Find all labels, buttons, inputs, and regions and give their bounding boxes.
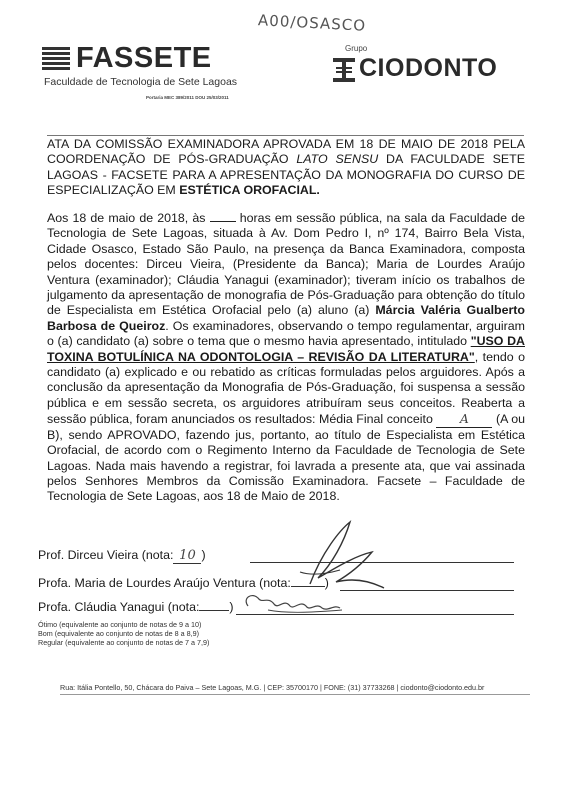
- signer-close: ): [229, 600, 234, 614]
- fassete-name: FASSETE: [76, 42, 212, 74]
- body-text-3: . Os examinadores, observando o tempo regulamentar, arguiram o (a) candidato (a) sobre o tema que o mesmo havia apresentado, intitulado: [47, 318, 525, 349]
- ciodonto-mark-icon: [333, 58, 355, 82]
- legend-regular: Regular (equivalente ao conjunto de notas de 7 a 7,9): [38, 638, 210, 647]
- header-text-1: ATA DA COMISSÃO EXAMINADORA APROVADA EM 18 DE MAIO DE 2018 PELA COORDENAÇÃO DE PÓS-GRADUAÇÃO: [47, 137, 525, 167]
- hour-blank: [210, 210, 236, 222]
- legend-bom: Bom (equivalente ao conjunto de notas de 8 a 8,9): [38, 629, 200, 638]
- ata-header: [47, 137, 525, 199]
- signer-grade: [199, 610, 229, 611]
- signer-close: ): [324, 576, 329, 590]
- grade-legend: [38, 620, 209, 647]
- handwritten-note: A00/OSASCO: [257, 11, 367, 35]
- footer-rule: [60, 694, 530, 695]
- fassete-portaria: Portaria MEC 389/2011 DOU 25/03/2011: [146, 95, 229, 100]
- ciodonto-name: CIODONTO: [359, 54, 498, 82]
- monograph-title: "USO DA TOXINA BOTULÍNICA NA ODONTOLOGIA – REVISÃO DA LITERATURA": [47, 334, 525, 364]
- fassete-subtitle: Faculdade de Tecnologia de Sete Lagoas: [44, 76, 238, 88]
- header-rule: [47, 135, 524, 136]
- body-text-2: horas em sessão pública, na sala da Faculdade de Tecnologia de Sete Lagoas, situada à Av. Dom Pedro I, nº 174, Bairro Bela Vista, Cidade Osasco, Estado São Paulo, na presença da Banca Examinadora, composta pelos docentes: Dirceu Vieira, (Presidente da Banca); Maria de Lourdes Araújo Ventura (examinador); Cláudia Yanagui (examinador); tiveram início os trabalhos de julgamento da apresentação de monografia de Pós-Graduação para obtenção do título de Especialista em Estética Orofacial pelo (a) aluno (a): [47, 211, 525, 318]
- ciodonto-logo: [333, 44, 513, 94]
- fassete-logo: [42, 44, 272, 104]
- signer-close: ): [201, 548, 206, 562]
- student-name: Márcia Valéria Gualberto Barbosa de Queiroz: [47, 303, 525, 333]
- header-text-2: DA FACULDADE SETE LAGOAS - FACSETE PARA A APRESENTAÇÃO DA MONOGRAFIA DO CURSO DE ESPECIALIZAÇÃO EM: [47, 152, 525, 198]
- lato-sensu: LATO SENSU: [296, 152, 379, 167]
- fassete-stripes-icon: [42, 47, 70, 71]
- course-name: ESTÉTICA OROFACIAL.: [179, 183, 320, 198]
- body-text-4: , tendo o candidato (a) explicado e ou rebatido as críticas formuladas pelos arguidores. Após a conclusão da apresentação da Monografia de Pós-Graduação, foi suspensa a sessão pública e em sessão secreta, os arguidores atribuíram seus conceitos. Reaberta a sessão pública, foram anunciados os resultados: Média Final conceito: [47, 349, 525, 427]
- signature-scribble-claudia: [238, 588, 348, 618]
- signature-row-claudia: [38, 600, 234, 614]
- signer-label: Profa. Cláudia Yanagui (nota:: [38, 600, 200, 614]
- signer-label: Prof. Dirceu Vieira (nota:: [38, 548, 174, 562]
- grupo-label: Grupo: [345, 44, 368, 53]
- body-text-1: Aos 18 de maio de 2018, às: [47, 211, 210, 225]
- body-text-5: (A ou B), sendo APROVADO, fazendo jus, portanto, ao título de Especialista em Estética Orofacial, de acordo com o Regimento Interno da Faculdade de Tecnologia de Sete Lagoas. Nada mais havendo a registrar, foi lavrada a presente ata, que vai assinada pelos Senhores Membros da Comissão Examinadora. Facsete – Faculdade de Tecnologia de Sete Lagoas, aos 18 de Maio de 2018.: [47, 412, 525, 504]
- final-grade: A: [436, 411, 492, 427]
- ata-body: [47, 210, 525, 505]
- footer-address: Rua: Itália Pontello, 50, Chácara do Paiva – Sete Lagoas, M.G. | CEP: 35700170 | FONE: (31) 37733268 | ciodonto@ciodonto.edu.br: [60, 683, 485, 692]
- signer-label: Profa. Maria de Lourdes Araújo Ventura (nota:: [38, 576, 291, 590]
- signature-row-dirceu: [38, 548, 206, 564]
- legend-otimo: Ótimo (equivalente ao conjunto de notas de 9 a 10): [38, 620, 202, 629]
- signer-grade: 10: [173, 548, 201, 564]
